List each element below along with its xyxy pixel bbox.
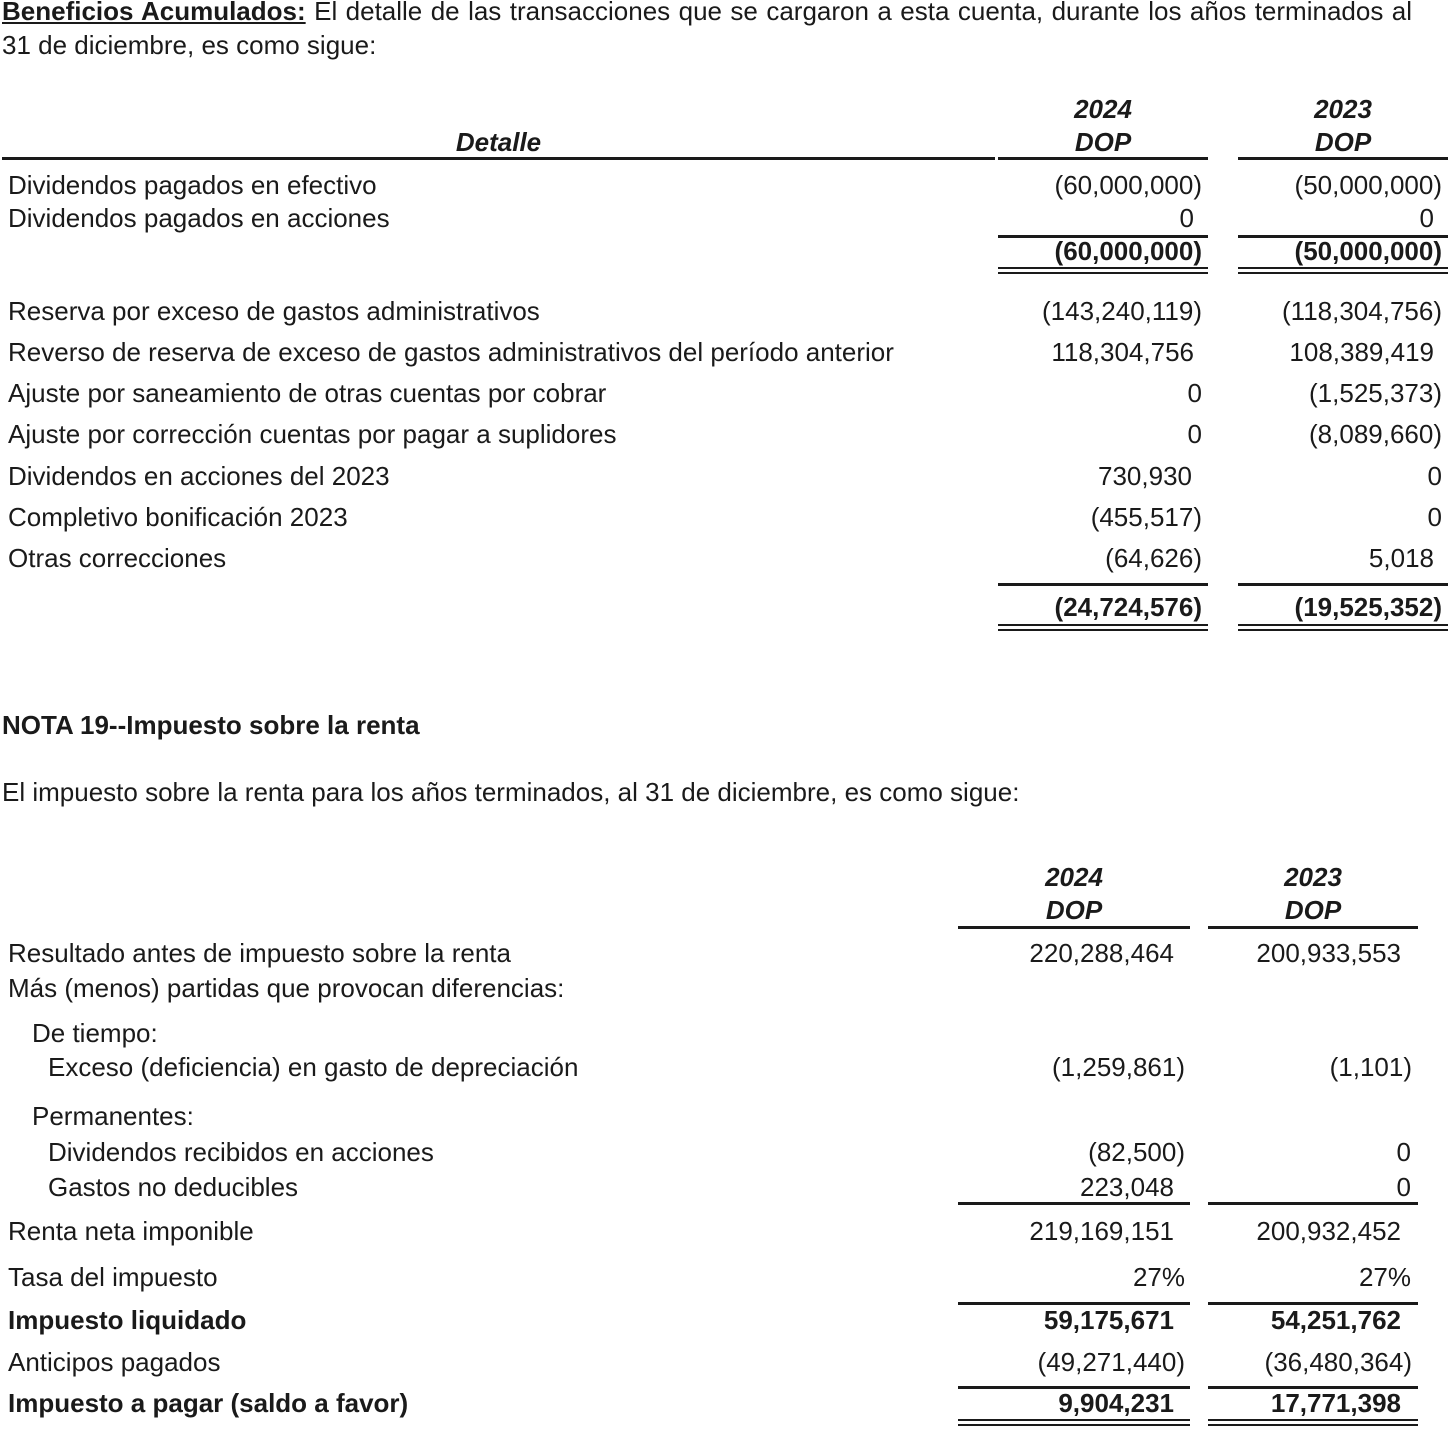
- table-row-label: Dividendos pagados en acciones: [8, 203, 390, 233]
- value-2024: 0: [1179, 203, 1194, 233]
- year-label: 2024: [1074, 94, 1132, 124]
- value-2024: 730,930: [1098, 461, 1192, 491]
- table-row-label: Más (menos) partidas que provocan diferencias:: [8, 973, 565, 1003]
- double-underline: [998, 267, 1208, 274]
- value-2024: 27%: [1132, 1262, 1185, 1292]
- value-2024: (82,500): [1088, 1137, 1185, 1167]
- note-intro: El impuesto sobre la renta para los años terminados, al 31 de diciembre, es como sigue:: [2, 777, 1020, 807]
- year-label: 2023: [1314, 94, 1372, 124]
- value-2024: (49,271,440): [1037, 1347, 1185, 1377]
- table-row-label: Impuesto a pagar (saldo a favor): [8, 1388, 409, 1418]
- detail-column-header: Detalle: [455, 127, 542, 157]
- value-2024: 223,048: [1080, 1172, 1174, 1202]
- value-2023: 0: [1396, 1172, 1411, 1202]
- value-2023: 0: [1427, 502, 1442, 532]
- value-2024: 59,175,671: [1043, 1305, 1174, 1335]
- double-underline: [958, 1419, 1190, 1426]
- value-2023: 0: [1396, 1137, 1411, 1167]
- value-2024: 118,304,756: [1051, 337, 1194, 367]
- double-underline: [998, 624, 1208, 631]
- double-underline: [1208, 1419, 1418, 1426]
- value-2024: (143,240,119): [1042, 296, 1202, 326]
- header-underline: [958, 926, 1190, 929]
- header-underline: [1208, 926, 1418, 929]
- section-lead-title: Beneficios Acumulados:: [2, 0, 306, 26]
- table-row-label: Otras correcciones: [8, 543, 227, 573]
- value-2023: 0: [1419, 203, 1434, 233]
- header-underline: [1238, 157, 1448, 160]
- year-label: 2023: [1284, 862, 1342, 892]
- table-row-label: Exceso (deficiencia) en gasto de depreciación: [48, 1052, 579, 1082]
- category-label: De tiempo:: [32, 1018, 158, 1048]
- header-underline: [998, 157, 1208, 160]
- value-2024: (60,000,000): [1054, 170, 1202, 200]
- value-2024: 0: [1187, 419, 1202, 449]
- total-2024: (24,724,576): [1054, 592, 1202, 622]
- value-2024: 220,288,464: [1029, 938, 1174, 968]
- value-2023: (8,089,660): [1309, 419, 1442, 449]
- value-2024: (64,626): [1105, 543, 1202, 573]
- header-underline: [2, 157, 995, 160]
- year-2023-header: [1238, 93, 1448, 159]
- double-underline: [1238, 267, 1448, 274]
- value-2023: 5,018: [1368, 543, 1434, 573]
- subtotal-rule: [1208, 1202, 1418, 1205]
- table-row-label: Dividendos pagados en efectivo: [8, 170, 377, 200]
- intro-text: El detalle de las transacciones que se cargaron a esta cuenta, durante los años terminados al 31 de diciembre, es como sigue:: [2, 0, 1412, 60]
- value-2023: 108,389,419: [1289, 337, 1434, 367]
- total-rule: [998, 583, 1208, 586]
- table-row-label: Reserva por exceso de gastos administrativos: [8, 296, 540, 326]
- year-2024-header: [998, 93, 1208, 159]
- value-2023: 54,251,762: [1270, 1305, 1401, 1335]
- value-2023: (118,304,756): [1282, 296, 1442, 326]
- table-row-label: Dividendos recibidos en acciones: [48, 1137, 434, 1167]
- value-2023: (1,525,373): [1309, 378, 1442, 408]
- double-underline: [1238, 624, 1448, 631]
- value-2023: 17,771,398: [1270, 1388, 1401, 1418]
- year-label: 2024: [1045, 862, 1103, 892]
- category-label: Permanentes:: [32, 1101, 194, 1131]
- value-2024: 219,169,151: [1029, 1216, 1174, 1246]
- total-rule: [1238, 583, 1448, 586]
- table-row-label: Gastos no deducibles: [48, 1172, 299, 1202]
- year-2023-header: [1208, 861, 1418, 927]
- table-row-label: Completivo bonificación 2023: [8, 502, 348, 532]
- currency-label: DOP: [1284, 895, 1342, 925]
- value-2023: 200,932,452: [1256, 1216, 1401, 1246]
- table-row-label: Reverso de reserva de exceso de gastos administrativos del período anterior: [8, 337, 894, 367]
- value-2023: (1,101): [1329, 1052, 1412, 1082]
- currency-label: DOP: [1074, 127, 1132, 157]
- currency-label: DOP: [1045, 895, 1103, 925]
- intro-paragraph: [2, 0, 1412, 62]
- value-2023: 27%: [1358, 1262, 1411, 1292]
- currency-label: DOP: [1314, 127, 1372, 157]
- note-title: NOTA 19--Impuesto sobre la renta: [2, 710, 420, 740]
- subtotal-rule: [958, 1202, 1190, 1205]
- subtotal-2023: (50,000,000): [1294, 236, 1442, 266]
- value-2024: (1,259,861): [1052, 1052, 1185, 1082]
- table-row-label: Anticipos pagados: [8, 1347, 221, 1377]
- total-2023: (19,525,352): [1294, 592, 1442, 622]
- value-2023: 200,933,553: [1256, 938, 1401, 968]
- table-row-label: Tasa del impuesto: [8, 1262, 218, 1292]
- table-row-label: Dividendos en acciones del 2023: [8, 461, 390, 491]
- table-row-label: Ajuste por corrección cuentas por pagar a suplidores: [8, 419, 617, 449]
- value-2024: 0: [1187, 378, 1202, 408]
- year-2024-header: [958, 861, 1190, 927]
- table-row-label: Resultado antes de impuesto sobre la renta: [8, 938, 511, 968]
- value-2023: (50,000,000): [1294, 170, 1442, 200]
- subtotal-2024: (60,000,000): [1054, 236, 1202, 266]
- table-row-label: Ajuste por saneamiento de otras cuentas por cobrar: [8, 378, 607, 408]
- value-2024: (455,517): [1090, 502, 1202, 532]
- table-row-label: Renta neta imponible: [8, 1216, 254, 1246]
- value-2023: (36,480,364): [1264, 1347, 1412, 1377]
- value-2024: 9,904,231: [1058, 1388, 1174, 1418]
- value-2023: 0: [1427, 461, 1442, 491]
- table-row-label: Impuesto liquidado: [8, 1305, 247, 1335]
